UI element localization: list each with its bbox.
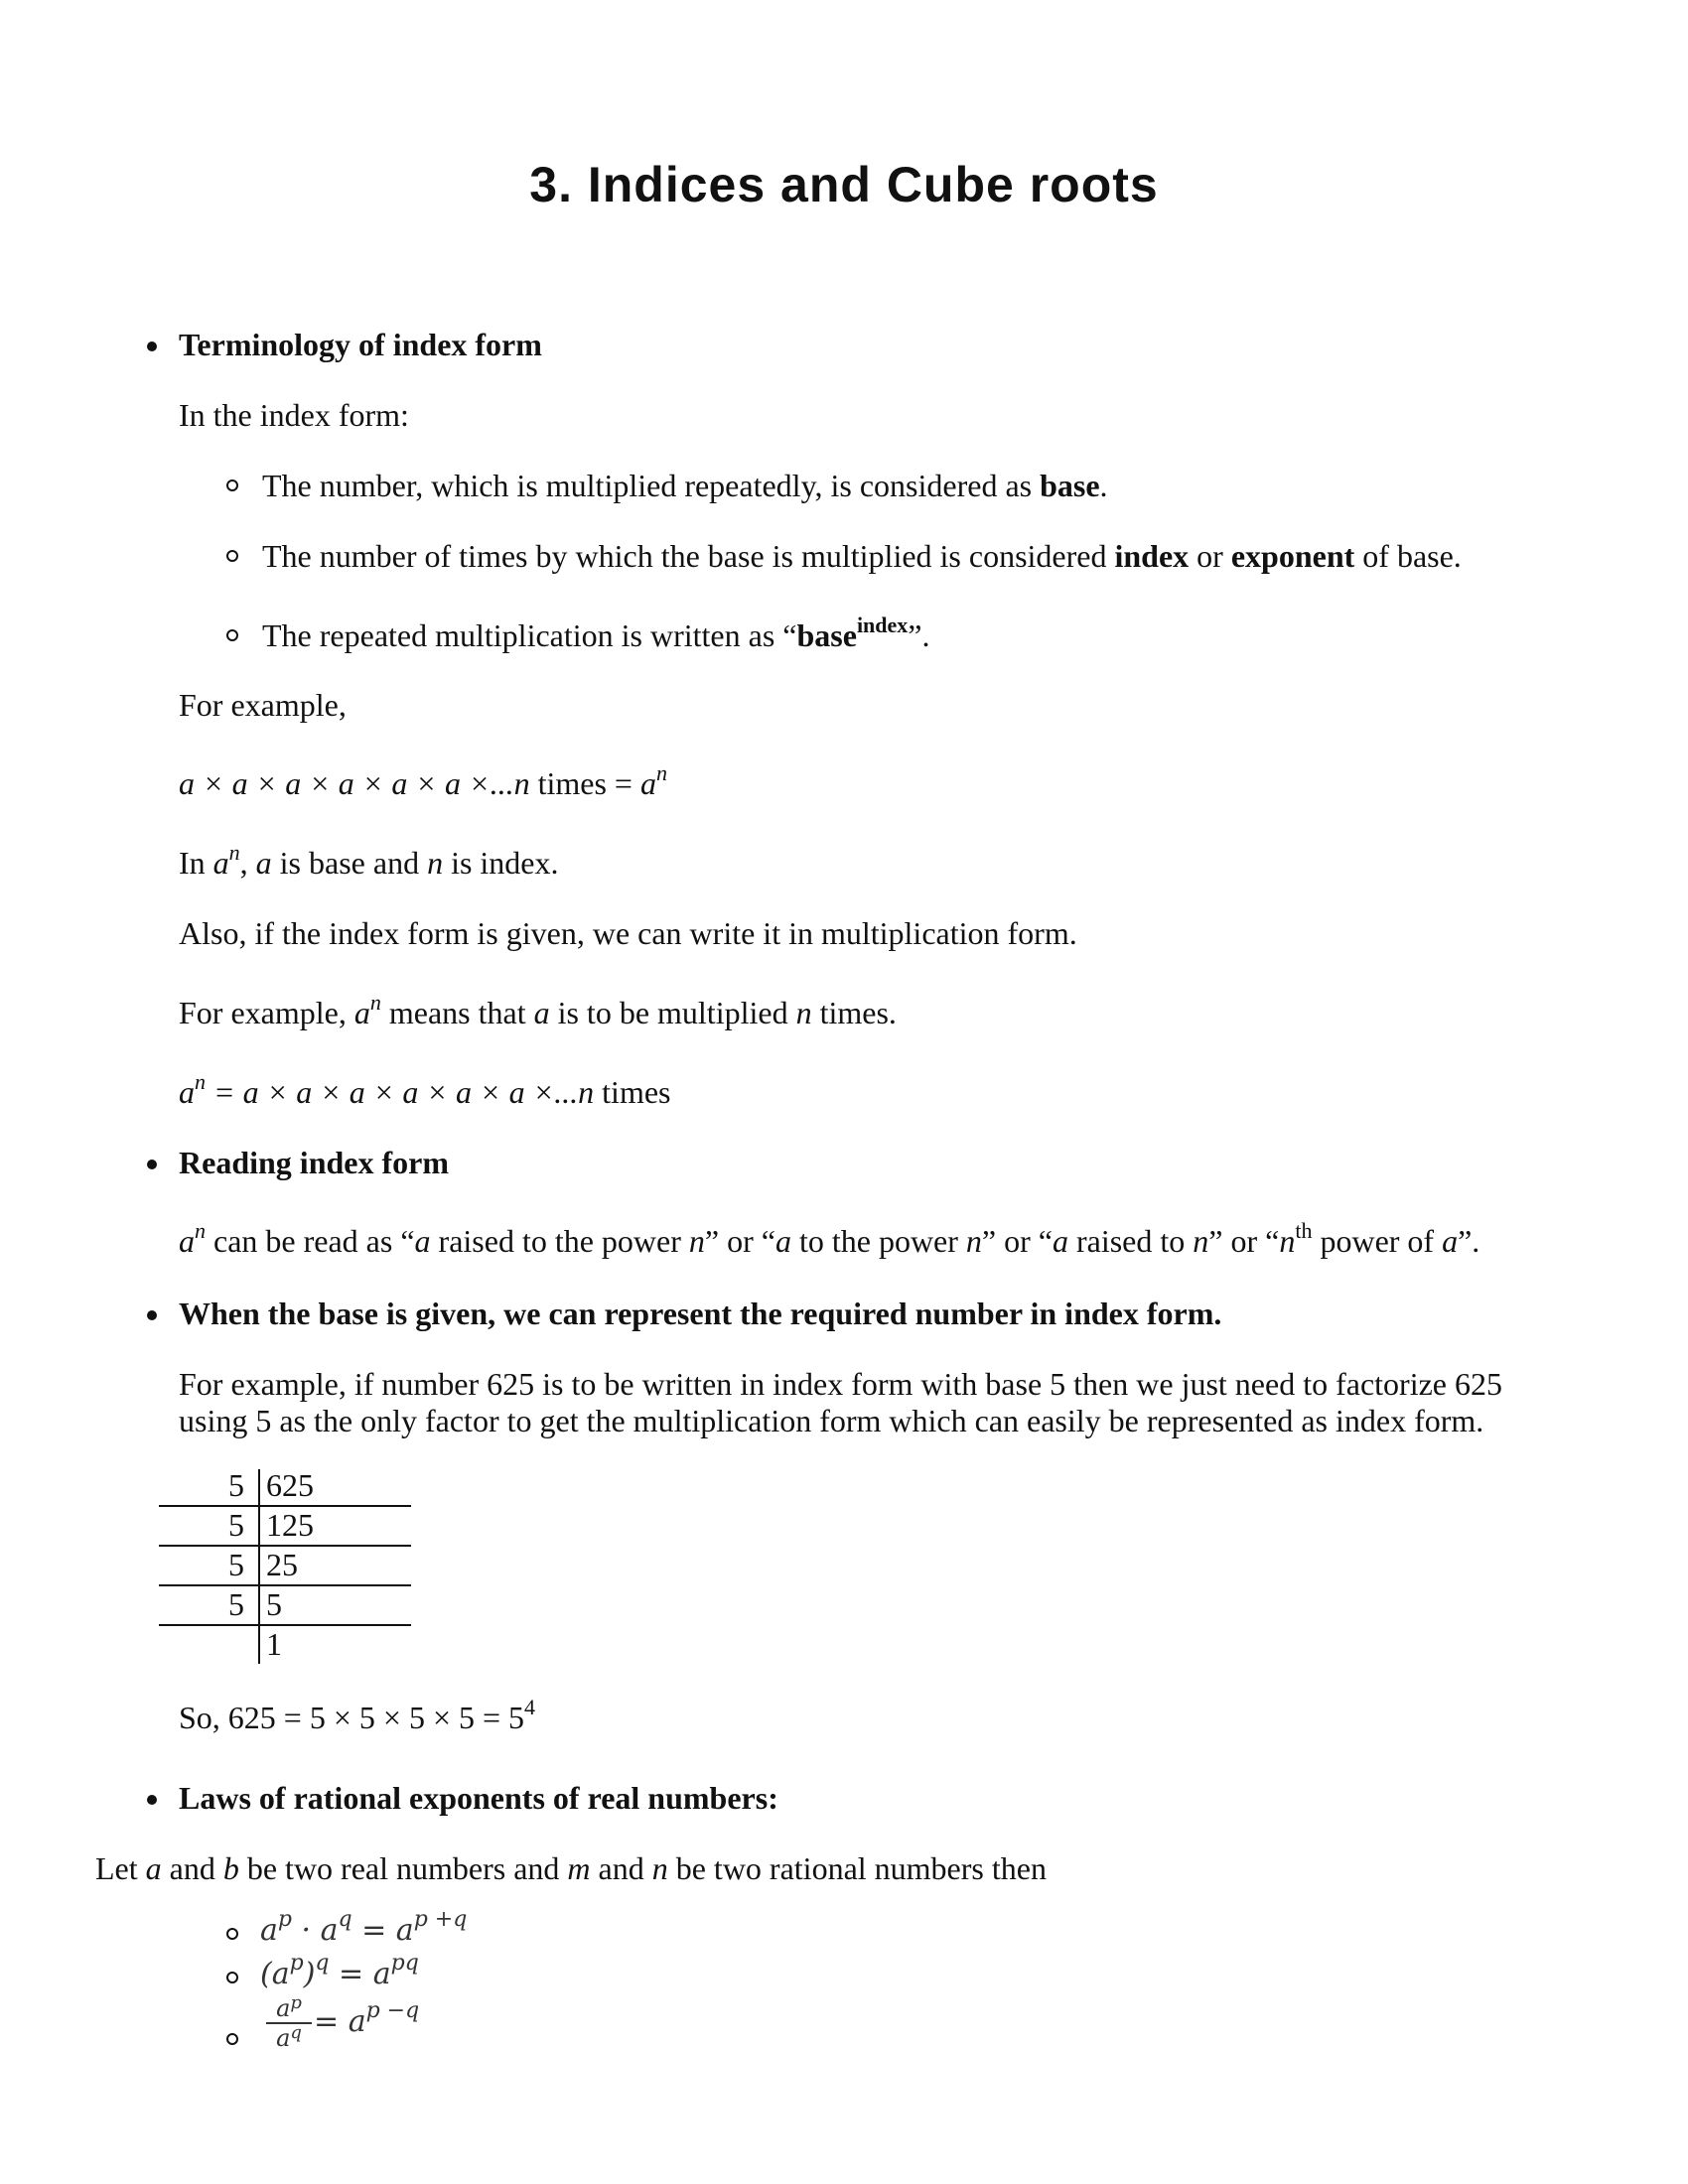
list-item-notation: The repeated multiplication is written as “base$^{index}$”. bbox=[262, 613, 930, 653]
factorize-paragraph-line-2: using 5 as the only factor to get the multiplication form which can easily be represented as index form. bbox=[179, 1403, 1484, 1438]
law-product-of-powers: $a^p \cdot a^q = a^{p +q}$ bbox=[260, 1907, 468, 1948]
factorize-paragraph-line-1: For example, if number 625 is to be written in index form with base 5 then we just need to factorize 625 bbox=[179, 1366, 1502, 1402]
divisor-cell: 5 bbox=[228, 1586, 244, 1622]
circle-bullet-icon bbox=[226, 2033, 238, 2045]
equation-expanded-form: $a^n = a \times a \times a \times a \times a \times a \times...n$ times bbox=[179, 1069, 671, 1110]
intro-text: In the index form: bbox=[179, 397, 409, 433]
law-quotient-result: = $a^{p -q}$ bbox=[314, 1998, 420, 2039]
section-heading-base-given: When the base is given, we can represent the required number in index form. bbox=[179, 1296, 1222, 1331]
quotient-cell: 125 bbox=[266, 1507, 314, 1543]
reading-index-text: $a^n$ can be read as “a raised to the power n” or “a to the power n” or “a raised to n” or “$n^{th}$ power of a”. bbox=[179, 1218, 1480, 1259]
equation-repeated-multiplication: a × a × a × a × a × a ×...n times = $a^n$ bbox=[179, 760, 667, 801]
circle-bullet-icon bbox=[226, 550, 238, 562]
bullet-icon bbox=[147, 1310, 157, 1320]
list-item-base: The number, which is multiplied repeatedly, is considered as base. bbox=[262, 468, 1108, 503]
law-quotient-fraction bbox=[266, 1992, 312, 2053]
circle-bullet-icon bbox=[226, 1972, 238, 1983]
fraction-denominator: $a^q$ bbox=[276, 2022, 302, 2053]
quotient-cell: 5 bbox=[266, 1586, 282, 1622]
circle-bullet-icon bbox=[226, 479, 238, 491]
quotient-cell: 1 bbox=[266, 1626, 282, 1662]
example-multiplication-text: For example, $a^n$ means that a is to be multiplied n times. bbox=[179, 990, 897, 1030]
factorization-result: So, $625 = 5 \times 5 \times 5 \times 5 = 5^4$ bbox=[179, 1695, 536, 1735]
section-heading-terminology: Terminology of index form bbox=[179, 327, 542, 362]
bullet-icon bbox=[147, 341, 157, 351]
divisor-cell: 5 bbox=[228, 1507, 244, 1543]
division-line bbox=[159, 1624, 411, 1626]
quotient-cell: 25 bbox=[266, 1547, 298, 1582]
fraction-numerator: $a^p$ bbox=[276, 1992, 302, 2022]
division-vertical-line bbox=[258, 1469, 260, 1664]
page-title: 3. Indices and Cube roots bbox=[529, 157, 1159, 212]
circle-bullet-icon bbox=[226, 629, 238, 641]
bullet-icon bbox=[147, 1160, 157, 1169]
laws-intro-text: Let a and b be two real numbers and m and n be two rational numbers then bbox=[95, 1850, 1047, 1886]
section-heading-reading: Reading index form bbox=[179, 1145, 449, 1180]
list-item-index: The number of times by which the base is multiplied is considered index or exponent of base. bbox=[262, 538, 1462, 574]
law-power-of-power: $(a^p)^q = a^{pq}$ bbox=[260, 1951, 419, 1991]
quotient-cell: 625 bbox=[266, 1467, 314, 1503]
circle-bullet-icon bbox=[226, 1928, 238, 1940]
divisor-cell: 5 bbox=[228, 1467, 244, 1503]
also-text: Also, if the index form is given, we can write it in multiplication form. bbox=[179, 915, 1077, 951]
division-table bbox=[159, 1465, 417, 1664]
bullet-icon bbox=[147, 1795, 157, 1805]
for-example-text: For example, bbox=[179, 687, 347, 723]
divisor-cell: 5 bbox=[228, 1547, 244, 1582]
section-heading-laws: Laws of rational exponents of real numbers: bbox=[179, 1780, 778, 1816]
base-index-explanation: In $a^n$, a is base and n is index. bbox=[179, 840, 559, 881]
